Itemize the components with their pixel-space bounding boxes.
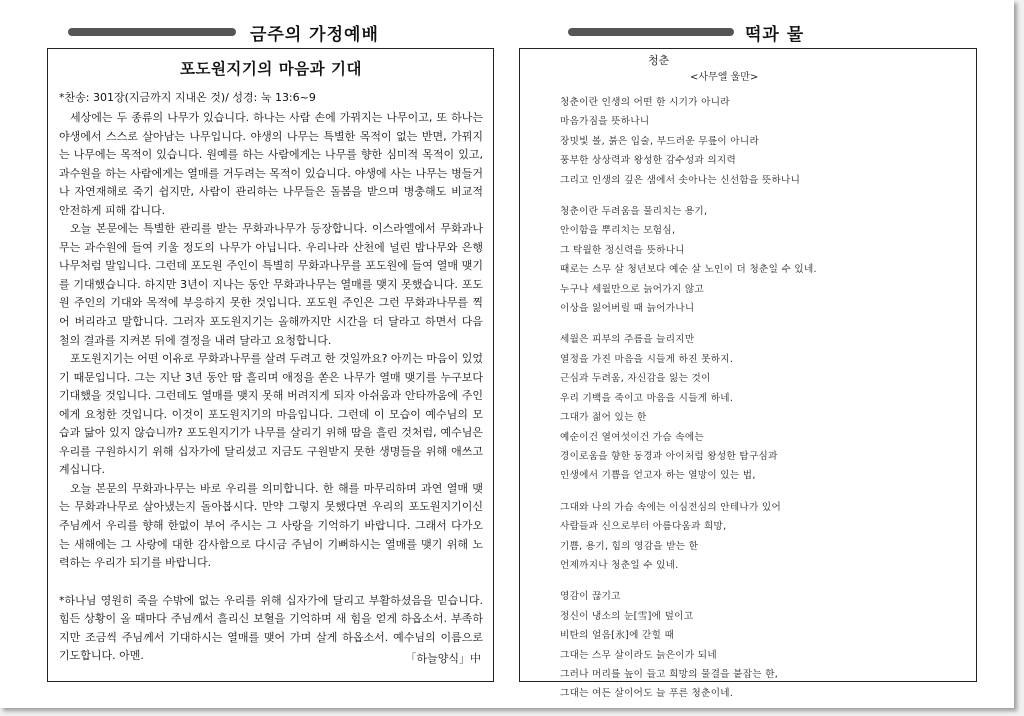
header-bar-decoration xyxy=(568,28,734,36)
poem-line: 안이함을 뿌리치는 모험심, xyxy=(560,225,676,237)
poem-line: 때로는 스무 살 청년보다 예순 살 노인이 더 청춘일 수 있네. xyxy=(560,264,817,276)
poem-stanzas xyxy=(560,93,964,704)
poem-line: 정신이 냉소의 눈[雪]에 덮이고 xyxy=(560,610,694,622)
poem-stanza xyxy=(560,330,964,485)
article-paragraph: 오늘 본문에는 특별한 관리를 받는 무화과나무가 등장합니다. 이스라엘에서 무화과나무는 과수원에 들여 키울 정도의 나무가 아닙니다. 우리나라 산천에 널린 밤나무와 은행나무처럼 말입니다. 그런데 포도원 주인이 특별히 무화과나무를 포도원에 들여 열매 맺기를 기대했습니다. 하지만 3년이 지나는 동안 무화과나무는 열매를 맺지 못했습니다. 포도원 주인의 기대와 목적에 부응하지 못한 것입니다. 포도원 주인은 그런 무화과나무를 찍어 버리라고 말합니다. 그러자 포도원지기는 올해까지만 시간을 더 달라고 하면서 다음 철의 결과를 지켜본 뒤에 결정을 내려 달라고 요청합니다. xyxy=(59,222,483,347)
left-section-title: 금주의 가정예배 xyxy=(250,25,379,45)
poem-line: 언제까지나 청춘일 수 있네. xyxy=(560,559,679,571)
poem-line: 기쁨, 용기, 힘의 영감을 받는 한 xyxy=(560,540,699,552)
poem-line: 풍부한 상상력과 왕성한 감수성과 의지력 xyxy=(560,155,737,167)
poem-line: 그 탁월한 정신력을 뜻하나니 xyxy=(560,244,685,256)
poem-author: <사무엘 울만> xyxy=(690,72,759,83)
poem-line: 경이로움을 향한 동경과 아이처럼 왕성한 탐구심과 xyxy=(560,450,778,462)
poem-line: 그러나 머리를 높이 들고 희망의 물결을 붙잡는 한, xyxy=(560,668,779,680)
poem-line: 열정을 가진 마음을 시들게 하진 못하지. xyxy=(560,353,734,365)
poem-line: 장밋빛 볼, 붉은 입술, 부드러운 무릎이 아니라 xyxy=(560,135,760,147)
right-section-header xyxy=(560,20,980,46)
poem-line: 예순이건 열여섯이건 가슴 속에는 xyxy=(560,431,704,443)
poem-box xyxy=(519,48,977,700)
left-section-header xyxy=(60,20,480,46)
poem-line: 그대와 나의 가슴 속에는 이심전심의 안테나가 있어 xyxy=(560,501,782,513)
poem-line: 이상을 잃어버릴 때 늙어가나니 xyxy=(560,303,695,315)
right-section-title: 떡과 물 xyxy=(745,25,805,45)
header-bar-decoration xyxy=(68,28,236,36)
prayer-block xyxy=(59,592,483,666)
poem-line: 청춘이란 두려움을 물리치는 용기, xyxy=(560,206,708,218)
poem-stanza xyxy=(560,587,964,703)
devotion-article-box xyxy=(47,48,494,682)
poem-line: 우리 기백을 죽이고 마음을 시들게 하네. xyxy=(560,392,734,404)
poem-line: 사람들과 신으로부터 아름다움과 희망, xyxy=(560,521,727,533)
prayer-text: *하나님 영원히 죽을 수밖에 없는 우리를 위해 십자가에 달리고 부활하셨음을 믿습니다. 힘든 상황이 올 때마다 주님께서 흘리신 보혈을 기억하며 새 힘을 얻게 하옵소서. 부족하지만 조금씩 주님께서 기대하시는 열매를 맺어 가며 살게 하옵소서. 예수님의 이름으로 기도합니다. 아멘. xyxy=(59,593,483,663)
poem-title: 청춘 xyxy=(648,54,670,67)
article-paragraph: 오늘 본문의 무화과나무는 바로 우리를 의미합니다. 한 해를 마무리하며 과연 열매 맺는 무화과나무로 살아냈는지 돌아봅시다. 만약 그렇지 못했다면 우리의 포도원지기이신 주님께서 우리를 향해 한없이 부어 주시는 그 사랑을 기억하기 바랍니다. 그래서 다가오는 새해에는 그 사랑에 대한 감사함으로 다시금 주님이 기뻐하시는 열매를 맺기 위해 노력하는 우리가 되기를 바랍니다. xyxy=(59,481,483,570)
source-credit: 「하늘양식」中 xyxy=(405,651,481,665)
poem-stanza xyxy=(560,93,964,190)
poem-line: 근심과 두려움, 자신감을 잃는 것이 xyxy=(560,373,711,385)
poem-line: 마음가짐을 뜻하나니 xyxy=(560,116,650,128)
poem-line: 그리고 인생의 깊은 샘에서 솟아나는 신선함을 뜻하나니 xyxy=(560,174,801,186)
poem-line: 그대가 젊어 있는 한 xyxy=(560,412,647,424)
poem-line: 영감이 끊기고 xyxy=(560,591,621,603)
poem-line: 비탄의 얼음[氷]에 갇힐 때 xyxy=(560,630,675,642)
poem-stanza xyxy=(560,498,964,576)
poem-line: 세월은 피부의 주름을 늘리지만 xyxy=(560,334,695,346)
article-title: 포도원지기의 마음과 기대 xyxy=(180,60,362,78)
article-body xyxy=(59,109,483,666)
poem-line: 누구나 세월만으로 늙어가지 않고 xyxy=(560,283,704,295)
poem-stanza xyxy=(560,202,964,318)
poem-line: 그대는 스무 살이라도 늙은이가 되네 xyxy=(560,649,717,661)
poem-line: 인생에서 기쁨을 얻고자 하는 열망이 있는 법, xyxy=(560,470,756,482)
article-paragraph: 세상에는 두 종류의 나무가 있습니다. 하나는 사람 손에 가꿔지는 나무이고, 또 하나는 야생에서 스스로 살아남는 나무입니다. 야생의 나무는 특별한 목적이 없는 반면, 가꿔지는 나무에는 목적이 있습니다. 원예를 하는 사람에게는 나무를 향한 심미적 목적이 있고, 과수원을 하는 사람에게는 열매를 거두려는 목적이 있습니다. 야생에 사는 나무는 병들거나 자연재해로 죽기 쉽지만, 사람이 관리하는 나무들은 돌봄을 받으며 병충해도 비교적 안전하게 피해 갑니다. xyxy=(59,111,483,217)
poem-line: 청춘이란 인생의 어떤 한 시기가 아니라 xyxy=(560,97,730,108)
hymn-scripture-reference: *찬송: 301장(지금까지 지내온 것)/ 성경: 눅 13:6~9 xyxy=(59,91,316,104)
poem-line: 그대는 여든 살이어도 늘 푸른 청춘이네. xyxy=(560,688,734,700)
article-paragraph: 포도원지기는 어떤 이유로 무화과나무를 살려 두려고 한 것일까요? 아끼는 마음이 있었기 때문입니다. 그는 지난 3년 동안 땀 흘리며 애정을 쏟은 나무가 열매 맺기를 누구보다 기대했을 것입니다. 그런데도 열매를 맺지 못해 버려지게 되자 아쉬움과 안타까움에 주인에게 요청한 것입니다. 이것이 포도원지기의 마음입니다. 그런데 이 모습이 예수님의 모습과 닮아 있지 않습니까? 포도원지기가 나무를 살리기 위해 땀을 흘린 것처럼, 예수님은 우리를 구원하시기 위해 십자가에 달리셨고 지금도 구원받지 못한 생명들을 위해 애쓰고 계십니다. xyxy=(59,352,483,477)
